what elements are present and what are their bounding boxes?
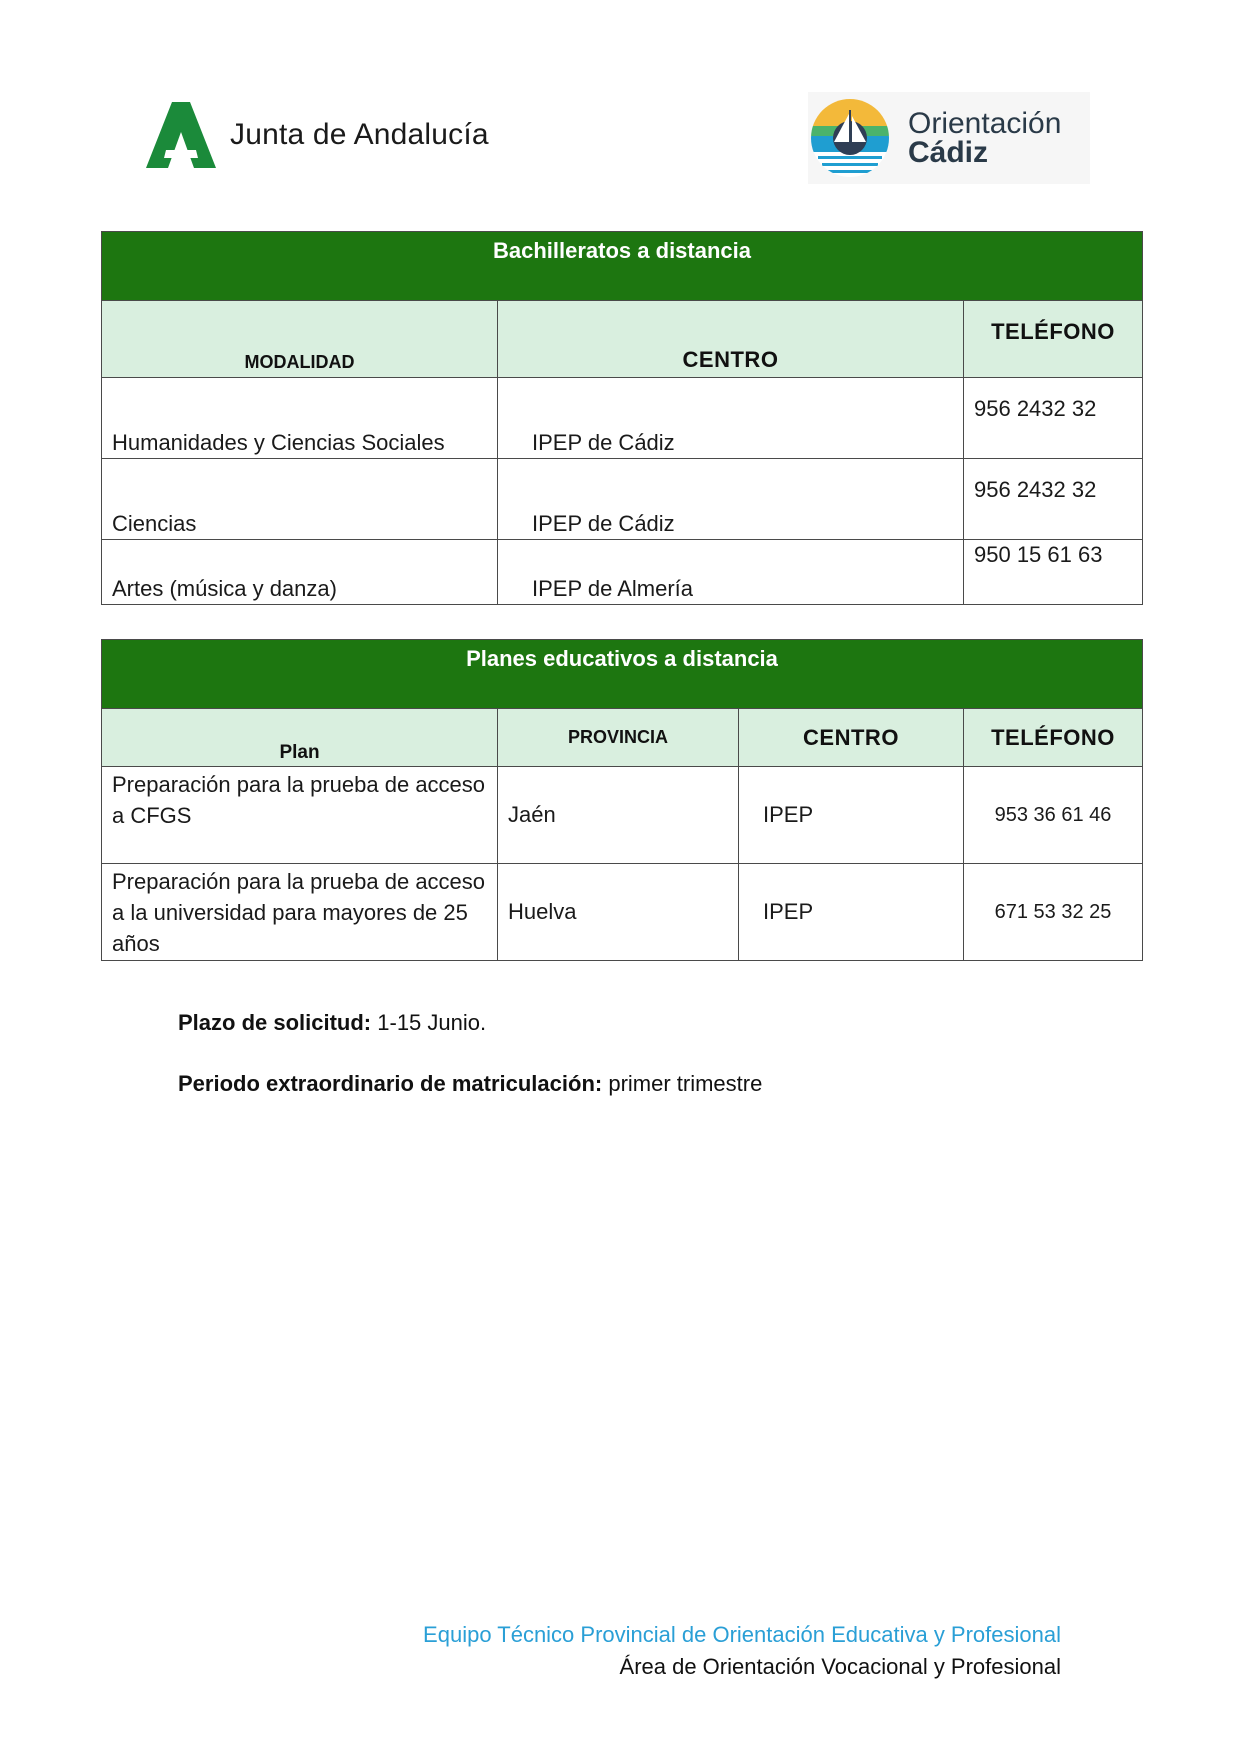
header-plan: Plan — [102, 709, 498, 767]
cell-modalidad: Humanidades y Ciencias Sociales — [102, 378, 498, 459]
footer-equipo-tecnico: Equipo Técnico Provincial de Orientación Educativa y Profesional — [423, 1622, 1061, 1647]
table-row — [102, 540, 1143, 605]
cell-telefono: 956 2432 32 — [964, 459, 1143, 540]
cell-plan: Preparación para la prueba de acceso a CFGS — [102, 767, 498, 864]
junta-andalucia-logo — [146, 100, 489, 170]
header-telefono: TELÉFONO — [964, 709, 1143, 767]
header-centro: CENTRO — [739, 709, 964, 767]
periodo-label: Periodo extraordinario de matriculación: — [178, 1071, 603, 1096]
bachilleratos-table — [101, 231, 1143, 605]
cell-centro: IPEP de Cádiz — [498, 378, 964, 459]
table-row — [102, 378, 1143, 459]
header-provincia: PROVINCIA — [498, 709, 739, 767]
cell-provincia: Jaén — [498, 767, 739, 864]
cell-modalidad: Ciencias — [102, 459, 498, 540]
orientacion-logo-line2: Cádiz — [908, 136, 989, 169]
cell-telefono: 956 2432 32 — [964, 378, 1143, 459]
cell-centro: IPEP de Cádiz — [498, 459, 964, 540]
cell-centro: IPEP — [739, 864, 964, 961]
cell-telefono: 953 36 61 46 — [964, 767, 1143, 864]
orientacion-logo-line1: Orientación — [908, 107, 1062, 140]
junta-a-icon — [146, 102, 216, 168]
cell-centro: IPEP de Almería — [498, 540, 964, 605]
cell-telefono: 671 53 32 25 — [964, 864, 1143, 961]
orientacion-cadiz-logo — [808, 92, 1090, 184]
cell-centro: IPEP — [739, 767, 964, 864]
header-modalidad: MODALIDAD — [102, 301, 498, 378]
header-telefono: TELÉFONO — [964, 301, 1143, 378]
table-row — [102, 864, 1143, 961]
plazo-solicitud-note — [178, 1010, 486, 1036]
cell-provincia: Huelva — [498, 864, 739, 961]
plazo-label: Plazo de solicitud: — [178, 1010, 372, 1035]
periodo-extraordinario-note — [178, 1071, 762, 1097]
cell-modalidad: Artes (música y danza) — [102, 540, 498, 605]
cell-telefono: 950 15 61 63 — [964, 540, 1143, 605]
bachilleratos-title: Bachilleratos a distancia — [102, 232, 1143, 301]
header-centro: CENTRO — [498, 301, 964, 378]
planes-title: Planes educativos a distancia — [102, 640, 1143, 709]
cell-plan: Preparación para la prueba de acceso a la universidad para mayores de 25 años — [102, 864, 498, 961]
table-row — [102, 767, 1143, 864]
footer-area-orientacion: Área de Orientación Vocacional y Profesional — [619, 1654, 1061, 1679]
junta-logo-text: Junta de Andalucía — [230, 118, 489, 151]
periodo-value: primer trimestre — [602, 1071, 763, 1096]
planes-educativos-table — [101, 639, 1143, 961]
table-row — [102, 459, 1143, 540]
plazo-value: 1-15 Junio. — [371, 1010, 487, 1035]
sailboat-sun-icon — [810, 98, 890, 178]
